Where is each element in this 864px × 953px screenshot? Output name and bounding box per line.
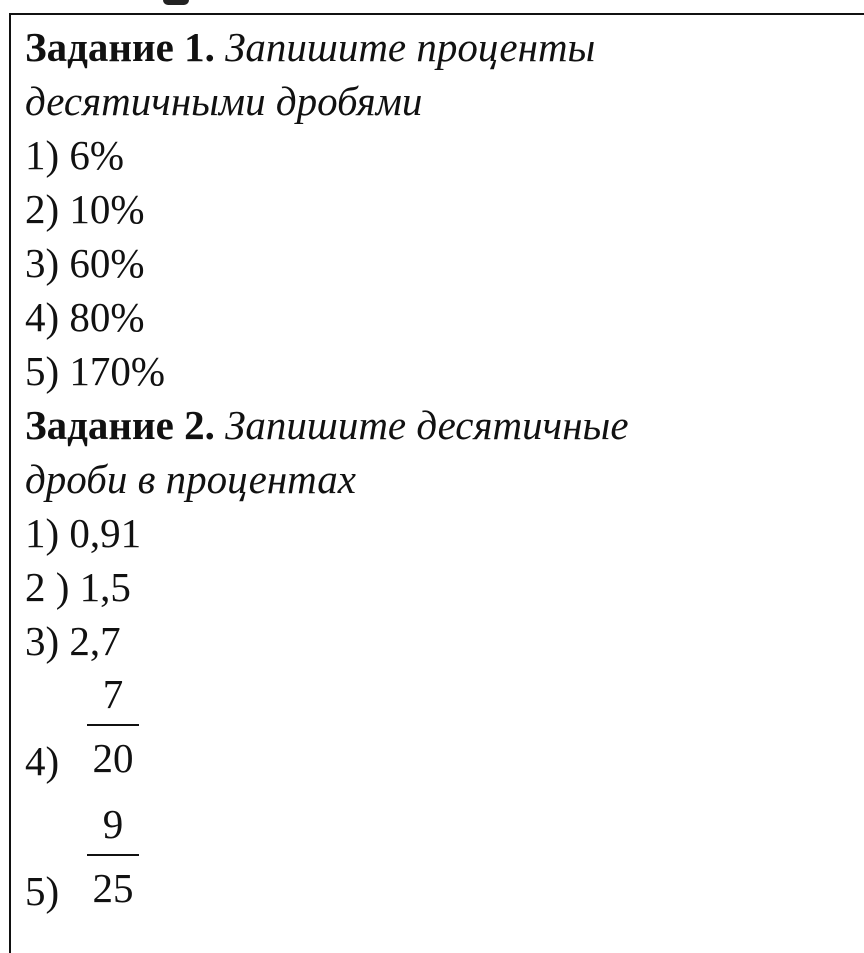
fraction-9-25: [87, 798, 139, 914]
fraction-denominator: 25: [92, 865, 134, 911]
task2-item-5-label: 5): [25, 868, 60, 914]
task2-item-4: [25, 668, 855, 798]
task2-instruction-part2: дроби в процентах: [25, 456, 356, 502]
task1-item-3: 3) 60%: [25, 240, 145, 286]
task2-item-5: [25, 798, 855, 928]
task2-item-1: 1) 0,91: [25, 510, 142, 556]
task1-title-line: [25, 20, 855, 74]
task1-item-1: 1) 6%: [25, 132, 125, 178]
task1-item-4: 4) 80%: [25, 294, 145, 340]
fraction-7-20: [87, 668, 139, 784]
task2-item-2: 2 ) 1,5: [25, 564, 131, 610]
task1-heading: Задание 1.: [25, 24, 215, 70]
fraction-bar: [87, 854, 139, 856]
fraction-denominator: 20: [92, 735, 134, 781]
task2-item-3: 3) 2,7: [25, 618, 121, 664]
fraction-numerator: 7: [102, 671, 124, 717]
task2-title-line: [25, 398, 855, 452]
worksheet: [25, 20, 855, 928]
task2-instruction-part1: Запишите десятичные: [225, 402, 629, 448]
task1-item-2: 2) 10%: [25, 186, 145, 232]
task1-item-5: 5) 170%: [25, 348, 166, 394]
task1-instruction-part1: Запишите проценты: [225, 24, 596, 70]
fraction-numerator: 9: [102, 801, 124, 847]
task2-item-4-label: 4): [25, 738, 60, 784]
fraction-bar: [87, 724, 139, 726]
task2-heading: Задание 2.: [25, 402, 215, 448]
task1-instruction-part2: десятичными дробями: [25, 78, 423, 124]
page-top-mark: [163, 0, 189, 5]
